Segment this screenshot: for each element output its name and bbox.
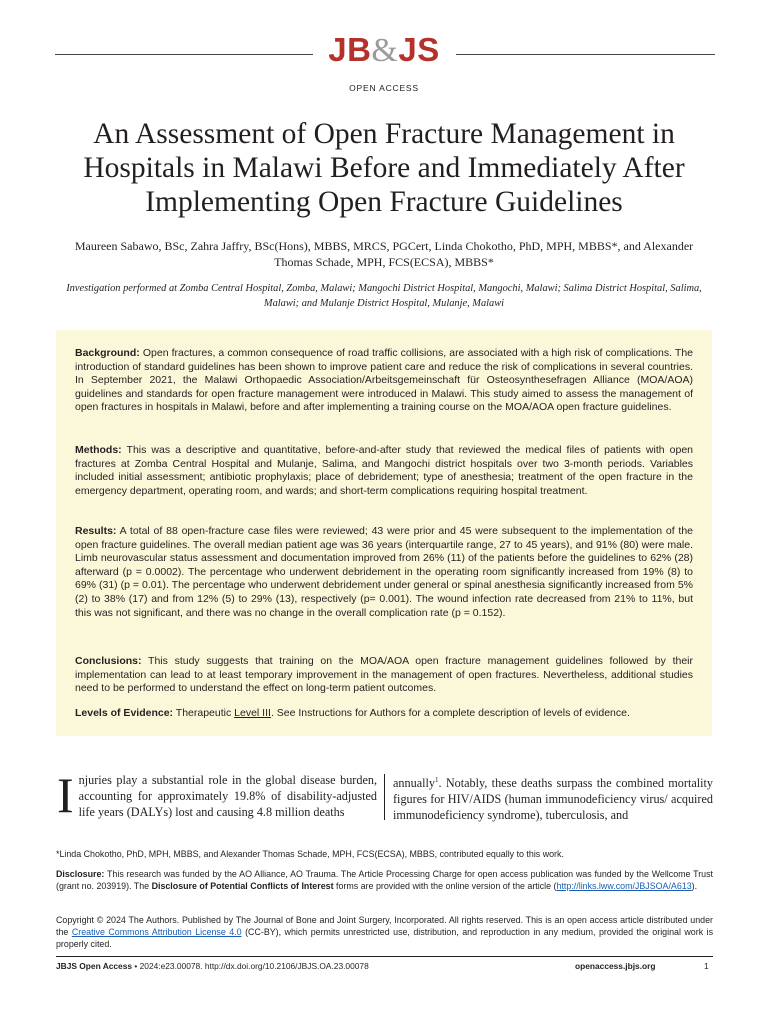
disclosure-text: This research was funded by the AO Alliance, AO Trauma. The Article Processing Charge for open access publication was funded by the Wellcome Trust (grant no. 203919). The (56, 869, 714, 891)
abstract-methods (75, 444, 693, 498)
author-list: Maureen Sabawo, BSc, Zahra Jaffry, BSc(Hons), MBBS, MRCS, PGCert, Linda Chokotho, PhD, MPH, MBBS*, and Alexander Thomas Schade, MPH, FCS(ECSA), MBBS* (74, 239, 694, 269)
level-iii-link[interactable]: Level III (234, 707, 271, 719)
column-divider (384, 774, 385, 820)
open-access-label: OPEN ACCESS (349, 83, 419, 93)
logo-left: JB (328, 31, 372, 68)
footer-rule (56, 956, 713, 957)
background-text: Open fractures, a common consequence of road traffic collisions, are associated with a high risk of complications. The introduction of standard guidelines has been shown to improve patient care and reduce the risk of complications in several countries. In September 2021, the Malawi Orthopaedic Association/Arbeitsgemeinschaft für Osteosynthesefragen Alliance (MOA/AOA) guidelines and standards for open fracture management were introduced in Malawi. This study aimed to assess the management of open fractures in hospitals in Malawi, before and after implementing a training course on the MOA/AOA open fracture guidelines. (75, 347, 694, 414)
methods-label: Methods: (75, 444, 122, 456)
results-label: Results: (75, 525, 117, 537)
citation-1[interactable]: 1 (434, 776, 439, 784)
license-link[interactable]: Creative Commons Attribution License 4.0 (71, 926, 242, 937)
body-column-left (57, 767, 377, 823)
footer-citation (56, 961, 369, 971)
body-right-post: . Notably, these deaths surpass the combined mortality figures for HIV/AIDS (human immunodeficiency virus/ acquired immunodeficiency syndrome), tuberculosis, and (393, 776, 713, 823)
disclosure-after: forms are provided with the online version of the article ( (336, 880, 557, 891)
methods-text: This was a descriptive and quantitative, before-and-after study that reviewed the medical files of patients with open fractures at Zomba Central Hospital and Mulanje, Salima, and Mangochi district hospitals over two 3-month periods. Variables included initial assessment; antibiotic prophylaxis; place of debridement; type of anesthesia; treatment of the open fracture in the emergency department, operating room, and wards; and short-term complications requiring hospital treatment. (75, 444, 693, 497)
levels-pre: Therapeutic (175, 707, 232, 719)
disclosure-end: ). (691, 880, 698, 891)
logo-right: JS (398, 31, 440, 68)
levels-label: Levels of Evidence: (75, 707, 174, 719)
body-left-text: njuries play a substantial role in the global disease burden, accounting for approximately 19.8% of disability-adjusted life years (DALYs) lost and causing 4.8 million deaths (78, 773, 377, 819)
body-column-right (393, 772, 713, 823)
article-title: An Assessment of Open Fracture Management in Hospitals in Malawi Before and Immediately After Implementing Open Fracture Guidelines (83, 118, 685, 218)
footnote-disclosure (56, 869, 713, 893)
abstract-results (75, 525, 693, 620)
footer-doi[interactable]: • 2024:e23.00078. http://dx.doi.org/10.2106/JBJS.OA.23.00078 (134, 961, 369, 971)
drop-cap: I (57, 767, 74, 823)
abstract-background (75, 347, 693, 415)
footer-site-link[interactable]: openaccess.jbjs.org (575, 961, 656, 971)
results-text: A total of 88 open-fracture case files were reviewed; 43 were prior and 45 were subsequent to the implementation of the open fracture guidelines. The overall median patient age was 36 years (interquartile range, 27 to 45 years), and 91% (80) were male. Limb neurovascular status assessment and documentation improved from 26% (11) of the patients before the guidelines to 62% (28) afterward (p = 0.0002). The percentage who underwent debridement in the operating room significantly increased from 19% (8) to 69% (31) (p = 0.01). The percentage who underwent debridement under general or spinal anesthesia significantly increased from 5% (2) to 38% (17) and from 12% (5) to 29% (13), respectively (p= 0.001). The wound infection rate decreased from 21% to 11%, but this was not significant, and there was no change in the overall complication rate (p = 0.152). (75, 525, 694, 619)
disclosure-bold: Disclosure of Potential Conflicts of Interest (151, 880, 334, 891)
levels-post: . See Instructions for Authors for a complete description of levels of evidence. (270, 707, 630, 719)
affiliation: Investigation performed at Zomba Central Hospital, Zomba, Malawi; Mangochi District Hospital, Mangochi, Malawi; Salima District Hospital, Salima, Malawi; and Mulanje District Hospital, Mulanje, Malawi (66, 283, 702, 309)
header-rule-right (456, 54, 715, 55)
abstract-levels (75, 707, 693, 721)
copyright-pre: Copyright © 2024 The Authors. Published by The Journal of Bone and Joint Surgery, Incorporated. All rights reserved. This is an open access article distributed under the (56, 915, 713, 937)
disclosure-link[interactable]: http://links.lww.com/JBJSOA/A613 (556, 880, 692, 891)
body-right-pre: annually (393, 776, 435, 791)
conclusions-text: This study suggests that training on the MOA/AOA open fracture management guidelines followed by their implementation can lead to at least temporary improvement in the management of open fractures. Nevertheless, additional studies need to be performed to understand the effect on long-term patient outcomes. (75, 655, 693, 695)
disclosure-label: Disclosure: (56, 869, 105, 879)
journal-logo[interactable] (318, 30, 450, 71)
page-number: 1 (704, 961, 709, 971)
footer-journal-name: JBJS Open Access (56, 961, 133, 971)
logo-ampersand: & (371, 32, 399, 69)
header-rule-left (55, 54, 313, 55)
abstract-conclusions (75, 655, 693, 696)
footnote-equal-contribution: *Linda Chokotho, PhD, MPH, MBBS, and Alexander Thomas Schade, MPH, FCS(ECSA), MBBS, contributed equally to this work. (56, 849, 564, 859)
copyright-post: (CC-BY), which permits unrestricted use, distribution, and reproduction in any medium, provided the original work is properly cited. (56, 926, 714, 949)
conclusions-label: Conclusions: (75, 655, 142, 667)
footnote-copyright (56, 915, 713, 950)
background-label: Background: (75, 347, 140, 359)
